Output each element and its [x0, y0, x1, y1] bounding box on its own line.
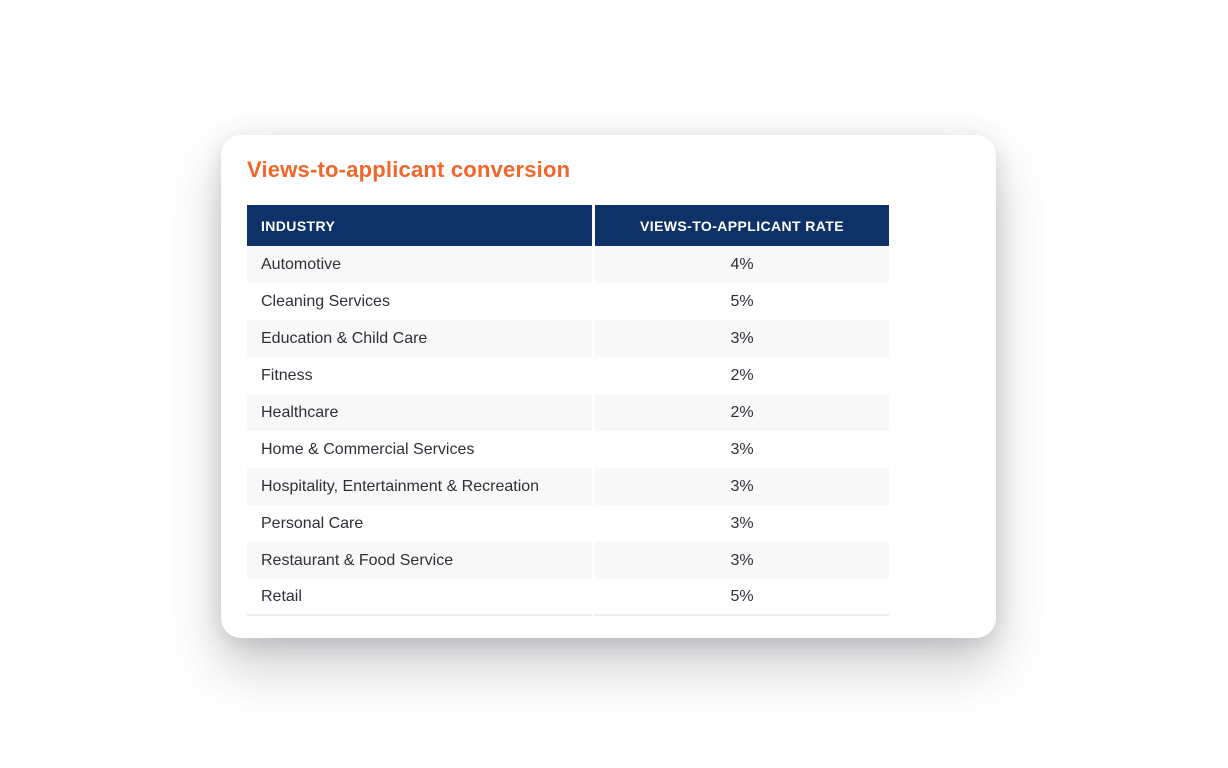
industry-cell: Home & Commercial Services: [247, 431, 592, 468]
industry-cell: Restaurant & Food Service: [247, 542, 592, 579]
conversion-card: [221, 135, 996, 638]
industry-cell: Retail: [247, 579, 592, 616]
industry-cell: Education & Child Care: [247, 320, 592, 357]
rate-cell: 3%: [592, 468, 889, 505]
industry-cell: Cleaning Services: [247, 283, 592, 320]
table-row: [247, 283, 889, 320]
table-row: [247, 542, 889, 579]
table-row: [247, 468, 889, 505]
industry-cell: Hospitality, Entertainment & Recreation: [247, 468, 592, 505]
rate-cell: 5%: [592, 283, 889, 320]
table-row: [247, 394, 889, 431]
industry-cell: Fitness: [247, 357, 592, 394]
column-header-rate: VIEWS-TO-APPLICANT RATE: [592, 205, 889, 246]
rate-cell: 3%: [592, 505, 889, 542]
table-row: [247, 579, 889, 616]
column-header-industry: INDUSTRY: [247, 205, 592, 246]
rate-cell: 4%: [592, 246, 889, 283]
rate-cell: 3%: [592, 320, 889, 357]
table-row: [247, 320, 889, 357]
table-row: [247, 431, 889, 468]
industry-cell: Automotive: [247, 246, 592, 283]
table-row: [247, 357, 889, 394]
table-row: [247, 505, 889, 542]
industry-cell: Personal Care: [247, 505, 592, 542]
card-title: Views-to-applicant conversion: [247, 157, 571, 182]
rate-cell: 3%: [592, 542, 889, 579]
header-row: [247, 205, 889, 246]
rate-cell: 5%: [592, 579, 889, 616]
conversion-table: [247, 205, 889, 616]
rate-cell: 3%: [592, 431, 889, 468]
industry-cell: Healthcare: [247, 394, 592, 431]
rate-cell: 2%: [592, 394, 889, 431]
table-row: [247, 246, 889, 283]
rate-cell: 2%: [592, 357, 889, 394]
